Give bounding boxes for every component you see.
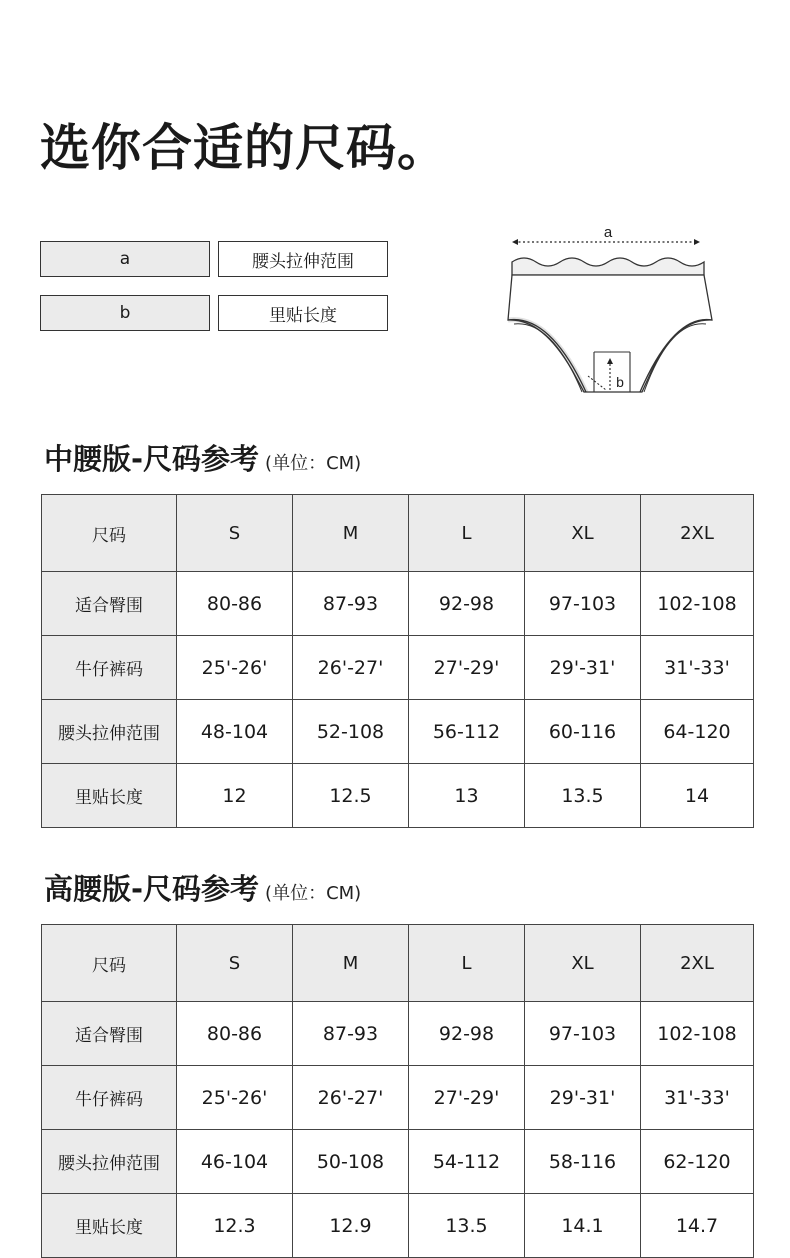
header-cell: M bbox=[293, 495, 409, 572]
table-row bbox=[42, 1002, 754, 1066]
legend-key-a: a bbox=[40, 241, 210, 277]
row-label: 里贴长度 bbox=[42, 1194, 177, 1258]
measure-b-label: b bbox=[616, 374, 624, 390]
header-cell: 尺码 bbox=[42, 495, 177, 572]
header-cell: 尺码 bbox=[42, 925, 177, 1002]
header-cell: L bbox=[409, 925, 525, 1002]
table-cell: 14 bbox=[641, 764, 754, 828]
table-row bbox=[42, 764, 754, 828]
header-cell: S bbox=[177, 495, 293, 572]
table-header-row bbox=[42, 925, 754, 1002]
header-cell: XL bbox=[525, 925, 641, 1002]
table-cell: 54-112 bbox=[409, 1130, 525, 1194]
header-cell: L bbox=[409, 495, 525, 572]
table-cell: 48-104 bbox=[177, 700, 293, 764]
table-cell: 12 bbox=[177, 764, 293, 828]
table-row bbox=[42, 700, 754, 764]
body-outline bbox=[508, 275, 712, 392]
header-cell: XL bbox=[525, 495, 641, 572]
table-cell: 64-120 bbox=[641, 700, 754, 764]
measure-a-label: a bbox=[603, 224, 613, 241]
table-cell: 29'-31' bbox=[525, 636, 641, 700]
row-label: 腰头拉伸范围 bbox=[42, 1130, 177, 1194]
table-cell: 14.7 bbox=[641, 1194, 754, 1258]
table-cell: 12.3 bbox=[177, 1194, 293, 1258]
table-header-row bbox=[42, 495, 754, 572]
table-cell: 12.9 bbox=[293, 1194, 409, 1258]
table-cell: 56-112 bbox=[409, 700, 525, 764]
size-table-high-waist bbox=[41, 924, 754, 1258]
table-cell: 46-104 bbox=[177, 1130, 293, 1194]
table-row bbox=[42, 572, 754, 636]
table-cell: 29'-31' bbox=[525, 1066, 641, 1130]
table-cell: 62-120 bbox=[641, 1130, 754, 1194]
table-cell: 26'-27' bbox=[293, 636, 409, 700]
table-cell: 60-116 bbox=[525, 700, 641, 764]
table-cell: 102-108 bbox=[641, 572, 754, 636]
table-cell: 80-86 bbox=[177, 1002, 293, 1066]
table-cell: 87-93 bbox=[293, 1002, 409, 1066]
table-cell: 92-98 bbox=[409, 572, 525, 636]
table-cell: 25'-26' bbox=[177, 1066, 293, 1130]
header-cell: M bbox=[293, 925, 409, 1002]
table-cell: 31'-33' bbox=[641, 636, 754, 700]
table-cell: 97-103 bbox=[525, 572, 641, 636]
row-label: 适合臀围 bbox=[42, 572, 177, 636]
table-cell: 27'-29' bbox=[409, 1066, 525, 1130]
table-row bbox=[42, 636, 754, 700]
table-cell: 26'-27' bbox=[293, 1066, 409, 1130]
row-label: 牛仔裤码 bbox=[42, 1066, 177, 1130]
table-row bbox=[42, 1130, 754, 1194]
table-cell: 80-86 bbox=[177, 572, 293, 636]
table-cell: 58-116 bbox=[525, 1130, 641, 1194]
table-cell: 13.5 bbox=[525, 764, 641, 828]
table-row bbox=[42, 1194, 754, 1258]
legend-key-b: b bbox=[40, 295, 210, 331]
measure-a-arrow-left bbox=[512, 239, 518, 245]
header-cell: 2XL bbox=[641, 495, 754, 572]
section-title-mid-waist bbox=[44, 437, 362, 476]
table-cell: 87-93 bbox=[293, 572, 409, 636]
size-table-mid-waist bbox=[41, 494, 754, 828]
table-cell: 25'-26' bbox=[177, 636, 293, 700]
table-cell: 50-108 bbox=[293, 1130, 409, 1194]
row-label: 牛仔裤码 bbox=[42, 636, 177, 700]
measure-a-arrow-right bbox=[694, 239, 700, 245]
section-title-high-waist bbox=[44, 867, 362, 906]
section-unit: (单位：CM) bbox=[265, 453, 362, 474]
underwear-diagram bbox=[502, 220, 722, 400]
table-cell: 97-103 bbox=[525, 1002, 641, 1066]
table-cell: 52-108 bbox=[293, 700, 409, 764]
row-label: 腰头拉伸范围 bbox=[42, 700, 177, 764]
table-cell: 14.1 bbox=[525, 1194, 641, 1258]
legend-label-b: 里贴长度 bbox=[218, 295, 388, 331]
waistband bbox=[512, 258, 704, 275]
section-unit: (单位：CM) bbox=[265, 883, 362, 904]
page-title: 选你合适的尺码。 bbox=[40, 119, 448, 177]
table-cell: 31'-33' bbox=[641, 1066, 754, 1130]
section-title-text: 高腰版-尺码参考 bbox=[44, 872, 260, 906]
section-title-text: 中腰版-尺码参考 bbox=[44, 442, 260, 476]
header-cell: 2XL bbox=[641, 925, 754, 1002]
header-cell: S bbox=[177, 925, 293, 1002]
table-cell: 12.5 bbox=[293, 764, 409, 828]
table-cell: 27'-29' bbox=[409, 636, 525, 700]
row-label: 里贴长度 bbox=[42, 764, 177, 828]
table-cell: 102-108 bbox=[641, 1002, 754, 1066]
legend-label-a: 腰头拉伸范围 bbox=[218, 241, 388, 277]
row-label: 适合臀围 bbox=[42, 1002, 177, 1066]
table-cell: 13 bbox=[409, 764, 525, 828]
table-cell: 92-98 bbox=[409, 1002, 525, 1066]
table-row bbox=[42, 1066, 754, 1130]
table-cell: 13.5 bbox=[409, 1194, 525, 1258]
